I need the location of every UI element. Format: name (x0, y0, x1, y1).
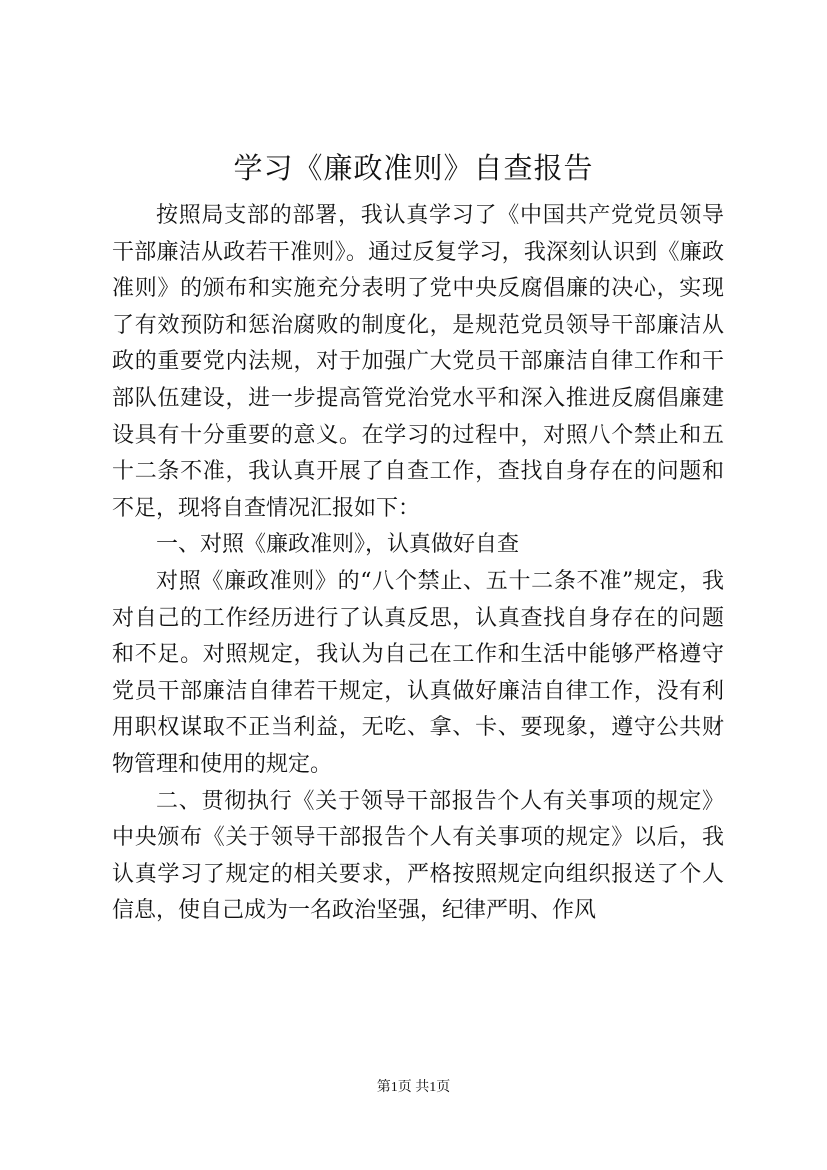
paragraph-intro: 按照局支部的部署，我认真学习了《中国共产党党员领导干部廉洁从政若干准则》。通过反复学习，我深刻认识到《廉政准则》的颁布和实施充分表明了党中央反腐倡廉的决心，实现了有效预防和惩治腐败的制度化，是规范党员领导干部廉洁从政的重要党内法规，对于加强广大党员干部廉洁自律工作和干部队伍建设，进一步提高管党治党水平和深入推进反腐倡廉建设具有十分重要的意义。在学习的过程中，对照八个禁止和五十二条不准，我认真开展了自查工作，查找自身存在的问题和不足，现将自查情况汇报如下： (112, 203, 724, 521)
document-title: 学习《廉政准则》自查报告 (233, 151, 594, 185)
paragraph-section-1: 对照《廉政准则》的“八个禁止、五十二条不准”规定，我对自己的工作经历进行了认真反思，认真查找自身存在的问题和不足。对照规定，我认为自己在工作和生活中能够严格遵守党员干部廉洁自律若干规定，认真做好廉洁自律工作，没有利用职权谋取不正当利益，无吃、拿、卡、要现象，遵守公共财物管理和使用的规定。 (112, 568, 724, 777)
section-heading-1: 一、对照《廉政准则》，认真做好自查 (156, 532, 520, 558)
document-body (112, 198, 724, 930)
paragraph-section-2: 二、贯彻执行《关于领导干部报告个人有关事项的规定》中央颁布《关于领导干部报告个人有关事项的规定》以后，我认真学习了规定的相关要求，严格按照规定向组织报送了个人信息，使自己成为一名政治坚强，纪律严明、作风 (112, 788, 724, 924)
page-footer: 第1页 共1页 (376, 1080, 451, 1095)
